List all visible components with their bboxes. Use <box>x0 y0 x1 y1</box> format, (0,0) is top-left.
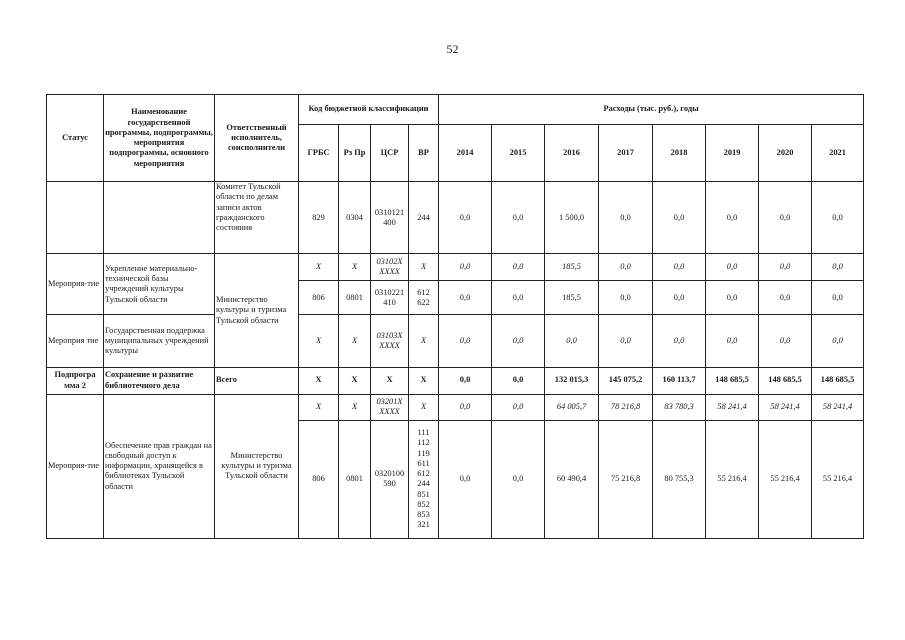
vr-code: 112 <box>417 438 430 448</box>
grbs-cell: X <box>299 315 339 367</box>
value-cell: 0,0 <box>706 281 759 315</box>
header-row-1 <box>47 95 864 125</box>
rzpr-cell: 0801 <box>339 281 371 315</box>
value-cell: 0,0 <box>439 420 492 538</box>
header-year: 2019 <box>706 125 759 182</box>
value-cell: 0,0 <box>599 281 653 315</box>
csr-cell: 0320100 590 <box>371 420 409 538</box>
vr-cell: X <box>409 394 439 420</box>
rzpr-cell: X <box>339 315 371 367</box>
grbs-cell: X <box>299 394 339 420</box>
vr-code: 611 <box>417 458 430 468</box>
value-cell: 75 216,8 <box>599 420 653 538</box>
vr-code: 853 <box>417 510 430 520</box>
vr-code: 111 <box>417 428 430 438</box>
vr-cell: X <box>409 254 439 281</box>
value-cell: 148 685,5 <box>759 367 812 394</box>
table-row <box>47 182 864 254</box>
value-cell: 0,0 <box>706 182 759 254</box>
budget-table <box>46 94 864 539</box>
value-cell: 145 075,2 <box>599 367 653 394</box>
value-cell: 0,0 <box>439 254 492 281</box>
name-cell: Сохранение и развитие библиотечного дела <box>104 367 215 394</box>
header-executor: Ответственный исполнитель, соисполнители <box>215 95 299 182</box>
table-row <box>47 315 864 367</box>
value-cell: 185,5 <box>545 254 599 281</box>
status-cell <box>47 182 104 254</box>
grbs-cell: 806 <box>299 420 339 538</box>
header-rzpr: Рз Пр <box>339 125 371 182</box>
grbs-cell: 806 <box>299 281 339 315</box>
value-cell: 0,0 <box>492 367 545 394</box>
value-cell: 160 113,7 <box>653 367 706 394</box>
executor-cell: Министерство культуры и туризма Тульской области <box>215 254 299 367</box>
name-cell: Государственная поддержка муниципальных учреждений культуры <box>104 315 215 367</box>
value-cell: 0,0 <box>706 254 759 281</box>
value-cell: 78 216,8 <box>599 394 653 420</box>
vr-code: 244 <box>417 479 430 489</box>
value-cell: 185,5 <box>545 281 599 315</box>
executor-cell: Министерство культуры и туризма Тульской области <box>215 394 299 538</box>
vr-cell: X <box>409 367 439 394</box>
page-number: 52 <box>446 42 459 56</box>
value-cell: 148 685,5 <box>706 367 759 394</box>
csr-cell: 03201X XXXX <box>371 394 409 420</box>
header-expenses-group: Расходы (тыс. руб.), годы <box>439 95 864 125</box>
value-cell: 0,0 <box>492 420 545 538</box>
value-cell: 83 780,3 <box>653 394 706 420</box>
vr-code: 612 <box>417 469 430 479</box>
vr-code: 119 <box>417 448 430 458</box>
value-cell: 55 216,4 <box>759 420 812 538</box>
name-cell: Укрепление материально-технической базы учреждений культуры Тульской области <box>104 254 215 315</box>
value-cell: 0,0 <box>653 315 706 367</box>
vr-code: 851 <box>417 489 430 499</box>
value-cell: 0,0 <box>492 281 545 315</box>
name-cell: Обеспечение прав граждан на свободный доступ к информации, хранящейся в библиотеках Тульской области <box>104 394 215 538</box>
header-vr: ВР <box>409 125 439 182</box>
rzpr-cell: X <box>339 254 371 281</box>
status-cell: Мероприя-тие <box>47 254 104 315</box>
value-cell: 0,0 <box>599 182 653 254</box>
status-cell: Мероприя-тие <box>47 394 104 538</box>
value-cell: 0,0 <box>759 182 812 254</box>
header-year: 2017 <box>599 125 653 182</box>
grbs-cell: 829 <box>299 182 339 254</box>
header-year: 2021 <box>812 125 864 182</box>
executor-cell: Всего <box>215 367 299 394</box>
value-cell: 0,0 <box>439 367 492 394</box>
header-grbs: ГРБС <box>299 125 339 182</box>
vr-cell: 244 <box>409 182 439 254</box>
value-cell: 0,0 <box>492 315 545 367</box>
status-cell: Подпрогра мма 2 <box>47 367 104 394</box>
csr-cell: X <box>371 367 409 394</box>
value-cell: 0,0 <box>492 394 545 420</box>
executor-cell: Комитет Тульской области по делам записи актов гражданского состояния <box>215 182 299 254</box>
table-row <box>47 394 864 420</box>
value-cell: 0,0 <box>653 281 706 315</box>
value-cell: 60 490,4 <box>545 420 599 538</box>
vr-code: 321 <box>417 520 430 530</box>
csr-cell: 0310221 410 <box>371 281 409 315</box>
value-cell: 0,0 <box>653 254 706 281</box>
rzpr-cell: 0801 <box>339 420 371 538</box>
grbs-cell: X <box>299 367 339 394</box>
value-cell: 55 216,4 <box>706 420 759 538</box>
csr-cell: 03102X XXXX <box>371 254 409 281</box>
value-cell: 58 241,4 <box>759 394 812 420</box>
csr-cell: 0310121 400 <box>371 182 409 254</box>
name-cell <box>104 182 215 254</box>
value-cell: 1 500,0 <box>545 182 599 254</box>
value-cell: 0,0 <box>812 254 864 281</box>
value-cell: 0,0 <box>439 394 492 420</box>
value-cell: 148 685,5 <box>812 367 864 394</box>
vr-code: 852 <box>417 499 430 509</box>
grbs-cell: X <box>299 254 339 281</box>
header-name: Наименование государственной программы, подпрограммы, мероприятия подпрограммы, основного мероприятия <box>104 95 215 182</box>
value-cell: 58 241,4 <box>812 394 864 420</box>
status-cell: Мероприя тие <box>47 315 104 367</box>
header-year: 2020 <box>759 125 812 182</box>
value-cell: 0,0 <box>812 182 864 254</box>
header-code-group: Код бюджетной классификации <box>299 95 439 125</box>
value-cell: 0,0 <box>759 254 812 281</box>
vr-cell: 612 622 <box>409 281 439 315</box>
value-cell: 0,0 <box>439 315 492 367</box>
header-year: 2018 <box>653 125 706 182</box>
header-year: 2014 <box>439 125 492 182</box>
value-cell: 0,0 <box>812 315 864 367</box>
value-cell: 0,0 <box>439 182 492 254</box>
value-cell: 80 755,3 <box>653 420 706 538</box>
value-cell: 0,0 <box>545 315 599 367</box>
header-year: 2015 <box>492 125 545 182</box>
rzpr-cell: X <box>339 394 371 420</box>
value-cell: 0,0 <box>492 254 545 281</box>
rzpr-cell: 0304 <box>339 182 371 254</box>
value-cell: 0,0 <box>599 315 653 367</box>
vr-list-cell <box>409 420 439 538</box>
value-cell: 55 216,4 <box>812 420 864 538</box>
value-cell: 0,0 <box>653 182 706 254</box>
header-status: Статус <box>47 95 104 182</box>
value-cell: 0,0 <box>439 281 492 315</box>
value-cell: 0,0 <box>759 315 812 367</box>
value-cell: 0,0 <box>599 254 653 281</box>
table-row <box>47 254 864 281</box>
value-cell: 0,0 <box>492 182 545 254</box>
header-year: 2016 <box>545 125 599 182</box>
value-cell: 0,0 <box>812 281 864 315</box>
value-cell: 58 241,4 <box>706 394 759 420</box>
value-cell: 64 005,7 <box>545 394 599 420</box>
value-cell: 0,0 <box>706 315 759 367</box>
value-cell: 0,0 <box>759 281 812 315</box>
csr-cell: 03103X XXXX <box>371 315 409 367</box>
vr-cell: X <box>409 315 439 367</box>
value-cell: 132 015,3 <box>545 367 599 394</box>
rzpr-cell: X <box>339 367 371 394</box>
header-csr: ЦСР <box>371 125 409 182</box>
table-row <box>47 367 864 394</box>
